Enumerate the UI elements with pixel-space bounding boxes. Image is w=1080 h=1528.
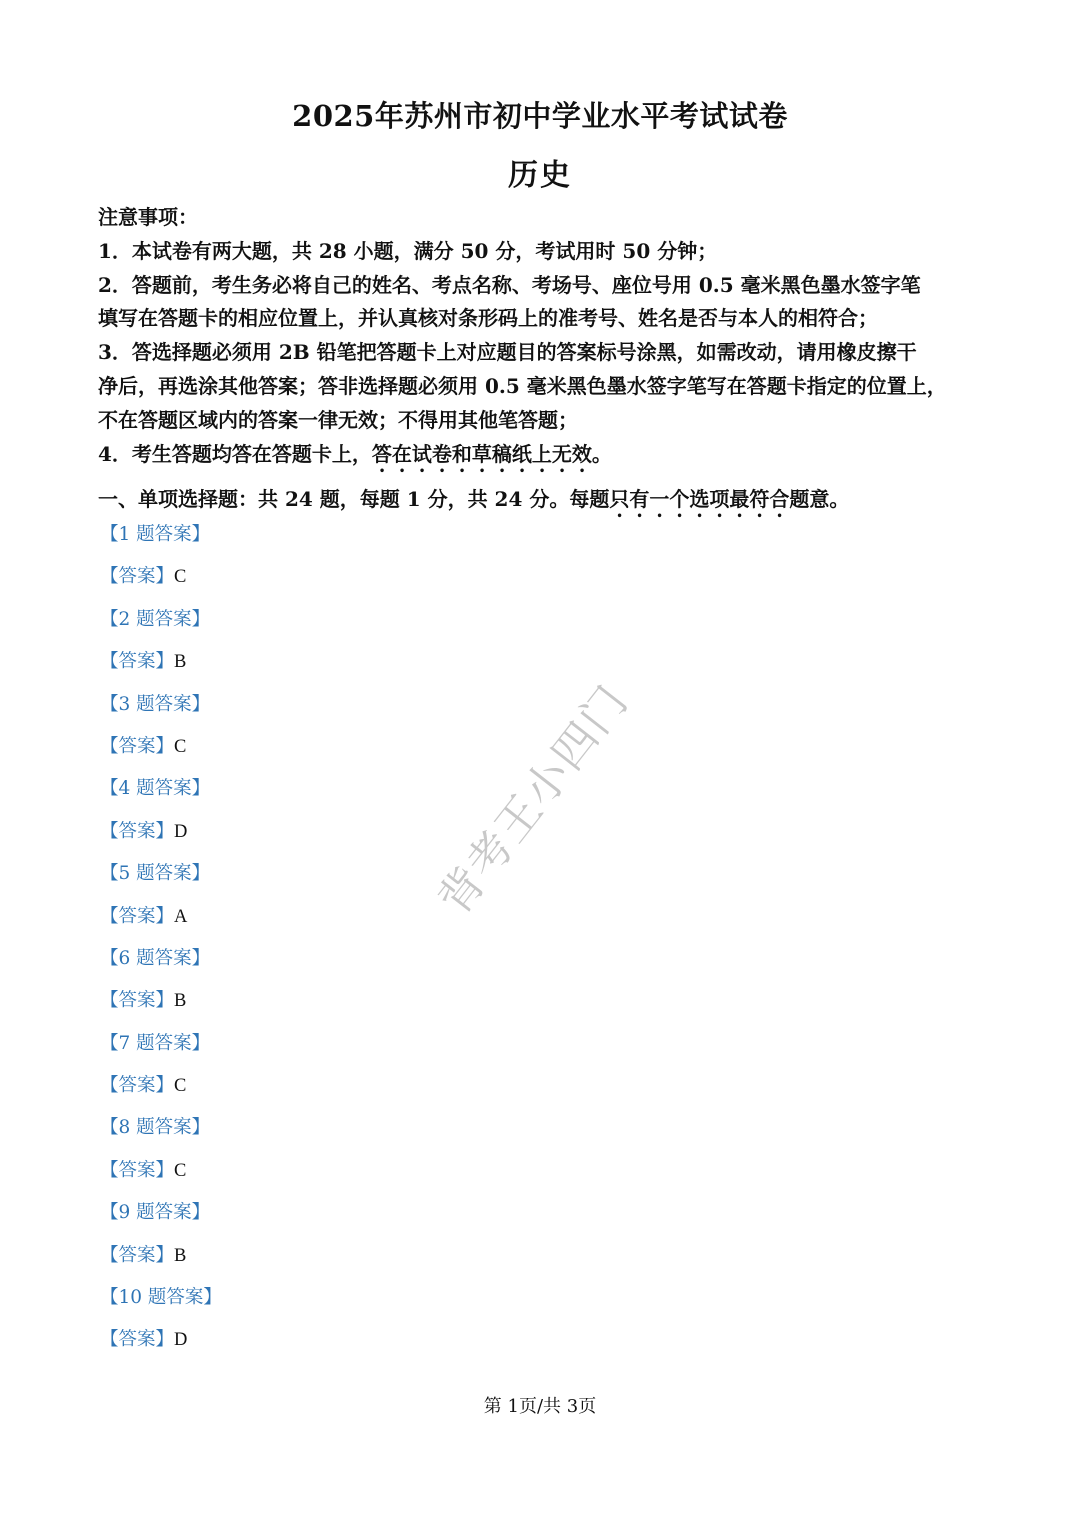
answer-label: 【答案】 [100, 990, 175, 1012]
answer-label: 【答案】 [100, 905, 175, 927]
question-label: 【4 题答案】 [100, 778, 211, 800]
question-answer-header [100, 1030, 222, 1072]
answer-row [100, 903, 222, 945]
item-text: 本试卷有两大题，共 28 小题，满分 50 分，考试用时 50 分钟； [131, 238, 718, 263]
answer-value: B [174, 991, 187, 1012]
question-answer-header [100, 945, 222, 987]
item-text: 考生答题均答在答题卡上， [131, 441, 372, 466]
page-footer: 第 1页/共 3页 [483, 1396, 597, 1417]
answer-row [100, 818, 222, 860]
notes-section [98, 201, 983, 522]
answer-row [100, 1326, 222, 1368]
question-answer-header [100, 521, 222, 563]
answer-label: 【答案】 [100, 1075, 175, 1097]
answer-list [100, 521, 222, 1369]
question-answer-header [100, 691, 222, 733]
question-answer-header [100, 1114, 222, 1156]
answer-value: C [174, 736, 187, 757]
answer-label: 【答案】 [100, 820, 175, 842]
exam-title: 2025年苏州市初中学业水平考试试卷 [292, 99, 788, 133]
question-label: 【8 题答案】 [100, 1117, 211, 1139]
notes-item-1 [98, 235, 983, 269]
question-answer-header [100, 860, 222, 902]
subject-title: 历史 [508, 158, 572, 193]
question-answer-header [100, 1199, 222, 1241]
item-number: 3． [98, 340, 132, 365]
item-number: 2． [98, 272, 132, 297]
question-label: 【9 题答案】 [100, 1202, 211, 1224]
notes-item-3-line-3: 不在答题区域内的答案一律无效；不得用其他笔答题； [98, 407, 578, 432]
answer-value: C [174, 1160, 187, 1181]
notes-item-3-line-1 [98, 336, 983, 370]
notes-heading: 注意事项： [98, 205, 198, 229]
question-label: 【10 题答案】 [100, 1287, 222, 1309]
notes-item-2-line-2: 填写在答题卡的相应位置上，并认真核对条形码上的准考号、姓名是否与本人的相符合； [98, 306, 878, 331]
emphasis-text: 只有一个选项最符合 [609, 486, 790, 511]
item-text: 答题前，考生务必将自己的姓名、考点名称、考场号、座位号用 0.5 毫米黑色墨水签字笔 [131, 272, 921, 297]
question-label: 【5 题答案】 [100, 863, 211, 885]
watermark: 背考王小四门 [428, 675, 639, 925]
item-number: 4． [98, 441, 132, 466]
emphasis-text: 答在试卷和草稿纸上无效 [371, 441, 592, 466]
section-text-end: 题意。 [789, 486, 850, 511]
item-number: 1． [98, 238, 132, 263]
notes-item-2-line-1 [98, 269, 983, 303]
item-text: 答选择题必须用 2B 铅笔把答题卡上对应题目的答案标号涂黑，如需改动，请用橡皮擦干 [131, 340, 917, 365]
answer-label: 【答案】 [100, 566, 175, 588]
item-text-end: 。 [591, 441, 612, 466]
answer-value: B [174, 652, 187, 673]
answer-label: 【答案】 [100, 1244, 175, 1266]
answer-label: 【答案】 [100, 735, 175, 757]
question-label: 【6 题答案】 [100, 947, 211, 969]
answer-value: C [174, 567, 187, 588]
answer-label: 【答案】 [100, 1159, 175, 1181]
question-label: 【7 题答案】 [100, 1032, 211, 1054]
question-label: 【2 题答案】 [100, 608, 211, 630]
section-heading [98, 483, 983, 522]
answer-row [100, 1242, 222, 1284]
answer-row [100, 648, 222, 690]
question-label: 【1 题答案】 [100, 524, 211, 545]
notes-item-4 [98, 438, 983, 477]
question-answer-header [100, 606, 222, 648]
question-answer-header [100, 775, 222, 817]
answer-row [100, 1157, 222, 1199]
answer-value: D [174, 821, 188, 842]
answer-value: D [174, 1330, 188, 1351]
answer-value: C [174, 1076, 187, 1097]
question-label: 【3 题答案】 [100, 693, 211, 715]
answer-row [100, 987, 222, 1029]
question-answer-header [100, 1284, 222, 1326]
answer-row [100, 563, 222, 605]
notes-item-3-line-2: 净后，再选涂其他答案；答非选择题必须用 0.5 毫米黑色墨水签字笔写在答题卡指定的位置上， [98, 373, 947, 398]
section-text: 一、单项选择题：共 24 题，每题 1 分，共 24 分。每题 [98, 486, 610, 511]
answer-label: 【答案】 [100, 651, 175, 673]
answer-label: 【答案】 [100, 1329, 175, 1351]
answer-value: A [174, 906, 188, 927]
answer-value: B [174, 1245, 187, 1266]
answer-row [100, 733, 222, 775]
answer-row [100, 1072, 222, 1114]
